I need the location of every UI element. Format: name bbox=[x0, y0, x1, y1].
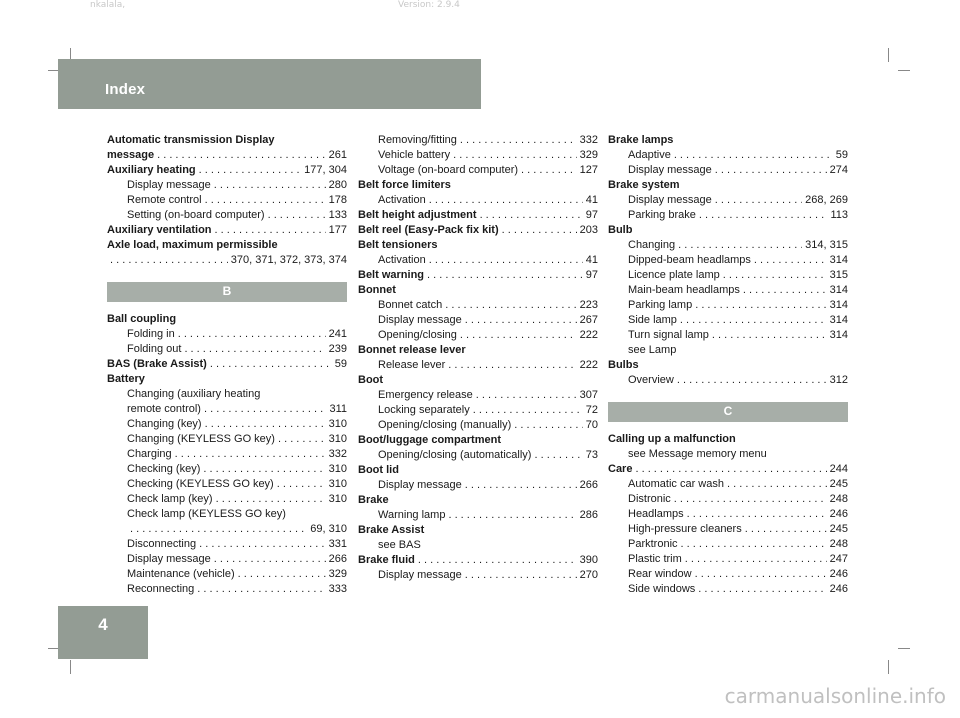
index-entry bbox=[107, 357, 347, 372]
index-term: Main-beam headlamps bbox=[628, 284, 740, 296]
dot-leader bbox=[480, 208, 583, 223]
dot-leader bbox=[418, 553, 577, 568]
index-entry bbox=[107, 522, 347, 537]
page-ref: 246 bbox=[829, 583, 848, 595]
dot-leader bbox=[445, 298, 576, 313]
page-ref: 41 bbox=[585, 254, 598, 266]
dot-leader bbox=[674, 492, 827, 507]
index-entry bbox=[107, 148, 347, 163]
page-ref: 246 bbox=[829, 508, 848, 520]
dot-leader bbox=[157, 148, 326, 163]
index-term: Overview bbox=[628, 374, 674, 386]
index-term: Turn signal lamp bbox=[628, 329, 709, 341]
page-ref: 222 bbox=[579, 329, 598, 341]
index-term: Parking lamp bbox=[628, 299, 693, 311]
index-entry bbox=[358, 403, 598, 418]
index-term: Checking (KEYLESS GO key) bbox=[127, 478, 274, 490]
page-ref: 59 bbox=[835, 149, 848, 161]
index-entry bbox=[358, 313, 598, 328]
page-ref: 97 bbox=[585, 269, 598, 281]
index-term: Care bbox=[608, 463, 633, 475]
index-entry bbox=[358, 253, 598, 268]
index-heading: Automatic transmission Display bbox=[107, 134, 275, 146]
page-ref: 245 bbox=[829, 523, 848, 535]
index-term: Brake fluid bbox=[358, 554, 415, 566]
index-entry bbox=[608, 313, 848, 328]
index-heading: Boot bbox=[358, 374, 384, 386]
dot-leader bbox=[473, 403, 583, 418]
index-entry bbox=[358, 208, 598, 223]
index-heading: Axle load, maximum permissible bbox=[107, 239, 278, 251]
index-term: Changing bbox=[628, 239, 676, 251]
index-term: Changing (KEYLESS GO key) bbox=[127, 433, 275, 445]
index-heading: Brake Assist bbox=[358, 524, 425, 536]
index-heading: Ball coupling bbox=[107, 313, 177, 325]
dot-leader bbox=[277, 477, 326, 492]
page-ref: 72 bbox=[585, 404, 598, 416]
index-term: Display message bbox=[628, 164, 712, 176]
index-entry bbox=[107, 462, 347, 477]
crop-mark bbox=[888, 48, 889, 62]
page-ref: 203 bbox=[579, 224, 598, 236]
page-ref: 310 bbox=[328, 463, 347, 475]
index-entry bbox=[608, 193, 848, 208]
page-ref: 314, 315 bbox=[805, 239, 848, 251]
dot-leader bbox=[465, 313, 577, 328]
index-entry bbox=[608, 537, 848, 552]
index-entry bbox=[107, 163, 347, 178]
index-term: Folding in bbox=[127, 328, 175, 340]
dot-leader bbox=[465, 478, 577, 493]
page-ref: 70 bbox=[585, 419, 598, 431]
dot-leader bbox=[681, 537, 827, 552]
index-entry bbox=[608, 477, 848, 492]
index-entry bbox=[107, 253, 347, 268]
page-ref: 69, 310 bbox=[310, 523, 347, 535]
index-term: Disconnecting bbox=[127, 538, 197, 550]
index-term: Parking brake bbox=[628, 209, 696, 221]
dot-leader bbox=[514, 418, 582, 433]
dot-leader bbox=[448, 508, 576, 523]
page-ref: 245 bbox=[829, 478, 848, 490]
page-ref: 247 bbox=[829, 553, 848, 565]
page-ref: 390 bbox=[579, 554, 598, 566]
page-ref: 315 bbox=[829, 269, 848, 281]
dot-leader bbox=[727, 477, 827, 492]
index-term: Rear window bbox=[628, 568, 692, 580]
page-ref: 113 bbox=[830, 209, 848, 221]
page-ref: 177 bbox=[328, 224, 347, 236]
index-term: Release lever bbox=[378, 359, 446, 371]
page-ref: 41 bbox=[585, 194, 598, 206]
index-term: Belt reel (Easy-Pack fix kit) bbox=[358, 224, 499, 236]
dot-leader bbox=[534, 448, 582, 463]
index-entry bbox=[107, 537, 347, 552]
dot-leader bbox=[715, 163, 827, 178]
page-ref: 97 bbox=[585, 209, 598, 221]
page-ref: 370, 371, 372, 373, 374 bbox=[230, 254, 347, 266]
dot-leader bbox=[635, 462, 826, 477]
page-ref: 307 bbox=[579, 389, 598, 401]
index-entry bbox=[107, 342, 347, 357]
dot-leader bbox=[460, 328, 577, 343]
index-heading: Brake system bbox=[608, 179, 680, 191]
dot-leader bbox=[754, 253, 827, 268]
index-entry bbox=[358, 358, 598, 373]
index-heading: Boot/luggage compartment bbox=[358, 434, 502, 446]
index-entry bbox=[608, 507, 848, 522]
index-column-2 bbox=[358, 133, 598, 583]
index-entry bbox=[608, 253, 848, 268]
index-term: Auxiliary ventilation bbox=[107, 224, 212, 236]
page-ref: 266 bbox=[579, 479, 598, 491]
dot-leader bbox=[205, 417, 326, 432]
index-entry bbox=[107, 327, 347, 342]
index-term: Bonnet catch bbox=[378, 299, 443, 311]
index-term: Side lamp bbox=[628, 314, 677, 326]
index-line: see Message memory menu bbox=[628, 448, 767, 460]
page-ref: 248 bbox=[829, 493, 848, 505]
index-entry bbox=[608, 522, 848, 537]
dot-leader bbox=[521, 163, 577, 178]
index-term: Distronic bbox=[628, 493, 671, 505]
index-term: Auxiliary heating bbox=[107, 164, 196, 176]
index-entry bbox=[358, 223, 598, 238]
crop-mark bbox=[70, 660, 71, 674]
page-number-box bbox=[58, 606, 148, 659]
letter-heading: C bbox=[723, 404, 733, 418]
index-heading: Boot lid bbox=[358, 464, 399, 476]
index-term: Activation bbox=[378, 254, 426, 266]
page-ref: 133 bbox=[328, 209, 347, 221]
index-term: Side windows bbox=[628, 583, 696, 595]
dot-leader bbox=[502, 223, 577, 238]
index-entry bbox=[358, 418, 598, 433]
page-ref: 333 bbox=[328, 583, 347, 595]
dot-leader bbox=[687, 507, 827, 522]
index-entry bbox=[608, 552, 848, 567]
dot-leader bbox=[723, 268, 827, 283]
index-term: remote control) bbox=[127, 403, 201, 415]
index-entry bbox=[107, 447, 347, 462]
index-entry bbox=[608, 462, 848, 477]
dot-leader bbox=[674, 148, 833, 163]
page-ref: 266 bbox=[328, 553, 347, 565]
index-entry bbox=[608, 283, 848, 298]
index-term: Emergency release bbox=[378, 389, 473, 401]
index-term: Parktronic bbox=[628, 538, 678, 550]
dot-leader bbox=[745, 522, 827, 537]
dot-leader bbox=[130, 522, 307, 537]
dot-leader bbox=[699, 208, 828, 223]
index-term: Changing (key) bbox=[127, 418, 202, 430]
index-term: Opening/closing (automatically) bbox=[378, 449, 532, 461]
index-term: Charging bbox=[127, 448, 172, 460]
index-term: BAS (Brake Assist) bbox=[107, 358, 207, 370]
meta-right: Version: 2.9.4 bbox=[398, 0, 460, 10]
index-entry bbox=[107, 223, 347, 238]
page-ref: 177, 304 bbox=[304, 164, 347, 176]
index-entry bbox=[107, 432, 347, 447]
index-entry bbox=[358, 568, 598, 583]
dot-leader bbox=[448, 358, 576, 373]
index-term: Remote control bbox=[127, 194, 202, 206]
index-term: Check lamp (key) bbox=[127, 493, 213, 505]
page-ref: 73 bbox=[585, 449, 598, 461]
page-ref: 314 bbox=[829, 329, 848, 341]
index-entry bbox=[608, 298, 848, 313]
page-ref: 59 bbox=[334, 358, 347, 370]
page-ref: 331 bbox=[328, 538, 347, 550]
index-term: Display message bbox=[378, 314, 462, 326]
dot-leader bbox=[677, 373, 827, 388]
dot-leader bbox=[210, 357, 332, 372]
index-entry bbox=[358, 478, 598, 493]
index-entry bbox=[358, 328, 598, 343]
index-heading: Bonnet bbox=[358, 284, 396, 296]
index-entry bbox=[107, 417, 347, 432]
dot-leader bbox=[197, 582, 325, 597]
dot-leader bbox=[685, 552, 827, 567]
index-entry bbox=[107, 402, 347, 417]
page-ref: 310 bbox=[328, 418, 347, 430]
index-term: Removing/fitting bbox=[378, 134, 457, 146]
dot-leader bbox=[205, 193, 326, 208]
page-ref: 329 bbox=[328, 568, 347, 580]
index-entry bbox=[358, 388, 598, 403]
index-term: Display message bbox=[127, 553, 211, 565]
index-term: Headlamps bbox=[628, 508, 684, 520]
page-ref: 332 bbox=[579, 134, 598, 146]
dot-leader bbox=[680, 313, 827, 328]
page-ref: 239 bbox=[328, 343, 347, 355]
index-entry bbox=[608, 567, 848, 582]
page-ref: 178 bbox=[328, 194, 347, 206]
page-ref: 261 bbox=[328, 149, 347, 161]
index-term: Maintenance (vehicle) bbox=[127, 568, 235, 580]
index-line: see BAS bbox=[378, 539, 421, 551]
dot-leader bbox=[678, 238, 802, 253]
page-ref: 311 bbox=[329, 403, 347, 415]
index-term: Folding out bbox=[127, 343, 182, 355]
dot-leader bbox=[204, 402, 326, 417]
dot-leader bbox=[476, 388, 577, 403]
page-ref: 314 bbox=[829, 254, 848, 266]
index-term: Voltage (on-board computer) bbox=[378, 164, 519, 176]
index-heading: Calling up a malfunction bbox=[608, 433, 736, 445]
index-entry bbox=[358, 163, 598, 178]
index-term: Warning lamp bbox=[378, 509, 446, 521]
page-ref: 310 bbox=[328, 493, 347, 505]
index-term: Opening/closing (manually) bbox=[378, 419, 512, 431]
index-term: Display message bbox=[378, 479, 462, 491]
index-entry bbox=[608, 148, 848, 163]
index-term: Setting (on-board computer) bbox=[127, 209, 265, 221]
letter-bar-c bbox=[608, 402, 848, 422]
index-entry bbox=[107, 208, 347, 223]
index-entry bbox=[608, 208, 848, 223]
index-term: Vehicle battery bbox=[378, 149, 451, 161]
index-entry bbox=[608, 492, 848, 507]
index-heading: Bonnet release lever bbox=[358, 344, 466, 356]
page-ref: 310 bbox=[328, 478, 347, 490]
index-entry bbox=[358, 268, 598, 283]
page-ref: 312 bbox=[829, 374, 848, 386]
page-ref: 270 bbox=[579, 569, 598, 581]
index-heading: Battery bbox=[107, 373, 145, 385]
page-title: Index bbox=[105, 81, 146, 98]
crop-mark bbox=[898, 648, 910, 649]
page-ref: 314 bbox=[829, 314, 848, 326]
index-entry bbox=[358, 553, 598, 568]
page-ref: 286 bbox=[579, 509, 598, 521]
page-ref: 223 bbox=[579, 299, 598, 311]
dot-leader bbox=[743, 283, 827, 298]
index-term: Dipped-beam headlamps bbox=[628, 254, 751, 266]
index-term: message bbox=[107, 149, 155, 161]
index-term: Display message bbox=[378, 569, 462, 581]
dot-leader bbox=[184, 342, 325, 357]
index-entry bbox=[608, 582, 848, 597]
index-term: Reconnecting bbox=[127, 583, 195, 595]
index-entry bbox=[358, 148, 598, 163]
index-line: Check lamp (KEYLESS GO key) bbox=[127, 508, 286, 520]
dot-leader bbox=[695, 567, 827, 582]
dot-leader bbox=[215, 223, 326, 238]
index-heading: Bulb bbox=[608, 224, 633, 236]
index-term: Adaptive bbox=[628, 149, 671, 161]
page-ref: 329 bbox=[579, 149, 598, 161]
dot-leader bbox=[429, 253, 583, 268]
index-entry bbox=[107, 582, 347, 597]
index-entry bbox=[358, 133, 598, 148]
dot-leader bbox=[110, 253, 228, 268]
index-heading: Bulbs bbox=[608, 359, 639, 371]
index-term: Plastic trim bbox=[628, 553, 682, 565]
index-entry bbox=[358, 508, 598, 523]
page-ref: 280 bbox=[328, 179, 347, 191]
index-term: Licence plate lamp bbox=[628, 269, 720, 281]
index-entry bbox=[107, 477, 347, 492]
crop-mark bbox=[898, 70, 910, 71]
index-entry bbox=[358, 298, 598, 313]
meta-left: nkalala, bbox=[90, 0, 126, 10]
dot-leader bbox=[203, 462, 325, 477]
dot-leader bbox=[175, 447, 326, 462]
index-entry bbox=[358, 193, 598, 208]
index-entry bbox=[107, 178, 347, 193]
dot-leader bbox=[715, 193, 802, 208]
index-entry bbox=[358, 448, 598, 463]
page-ref: 267 bbox=[579, 314, 598, 326]
page-ref: 332 bbox=[328, 448, 347, 460]
dot-leader bbox=[268, 208, 326, 223]
dot-leader bbox=[216, 492, 326, 507]
dot-leader bbox=[712, 328, 827, 343]
page-ref: 314 bbox=[829, 284, 848, 296]
index-entry bbox=[608, 328, 848, 343]
index-term: Locking separately bbox=[378, 404, 470, 416]
index-term: Opening/closing bbox=[378, 329, 457, 341]
index-term: Belt warning bbox=[358, 269, 425, 281]
index-entry bbox=[608, 238, 848, 253]
page-ref: 248 bbox=[829, 538, 848, 550]
page-ref: 246 bbox=[829, 568, 848, 580]
dot-leader bbox=[238, 567, 326, 582]
index-term: Belt height adjustment bbox=[358, 209, 477, 221]
index-entry bbox=[608, 373, 848, 388]
dot-leader bbox=[453, 148, 576, 163]
letter-bar-b bbox=[107, 282, 347, 302]
dot-leader bbox=[214, 178, 326, 193]
page-ref: 241 bbox=[328, 328, 347, 340]
index-term: Display message bbox=[628, 194, 712, 206]
index-term: Checking (key) bbox=[127, 463, 201, 475]
page-ref: 268, 269 bbox=[805, 194, 848, 206]
index-entry bbox=[107, 567, 347, 582]
dot-leader bbox=[199, 163, 302, 178]
index-heading: Brake lamps bbox=[608, 134, 674, 146]
index-entry bbox=[107, 552, 347, 567]
index-line: see Lamp bbox=[628, 344, 677, 356]
dot-leader bbox=[698, 582, 826, 597]
header-bar bbox=[58, 59, 481, 109]
index-line: Changing (auxiliary heating bbox=[127, 388, 261, 400]
index-column-1 bbox=[107, 133, 347, 597]
index-term: Automatic car wash bbox=[628, 478, 724, 490]
page-ref: 274 bbox=[829, 164, 848, 176]
dot-leader bbox=[278, 432, 326, 447]
index-column-3 bbox=[608, 133, 848, 597]
page-ref: 244 bbox=[829, 463, 848, 475]
dot-leader bbox=[695, 298, 826, 313]
dot-leader bbox=[199, 537, 326, 552]
dot-leader bbox=[460, 133, 577, 148]
index-heading: Brake bbox=[358, 494, 389, 506]
index-entry bbox=[107, 492, 347, 507]
index-term: High-pressure cleaners bbox=[628, 523, 742, 535]
index-heading: Belt tensioners bbox=[358, 239, 438, 251]
dot-leader bbox=[429, 193, 583, 208]
watermark: carmanualsonline.info bbox=[724, 684, 946, 708]
page-ref: 310 bbox=[328, 433, 347, 445]
dot-leader bbox=[214, 552, 326, 567]
index-entry bbox=[608, 268, 848, 283]
dot-leader bbox=[465, 568, 577, 583]
index-entry bbox=[608, 163, 848, 178]
page-ref: 222 bbox=[579, 359, 598, 371]
page-ref: 314 bbox=[829, 299, 848, 311]
index-entry bbox=[107, 193, 347, 208]
index-term: Display message bbox=[127, 179, 211, 191]
letter-heading: B bbox=[222, 284, 232, 298]
dot-leader bbox=[178, 327, 326, 342]
dot-leader bbox=[427, 268, 583, 283]
page-number: 4 bbox=[98, 615, 108, 634]
crop-mark bbox=[888, 660, 889, 674]
page-ref: 127 bbox=[579, 164, 598, 176]
index-heading: Belt force limiters bbox=[358, 179, 451, 191]
index-term: Activation bbox=[378, 194, 426, 206]
